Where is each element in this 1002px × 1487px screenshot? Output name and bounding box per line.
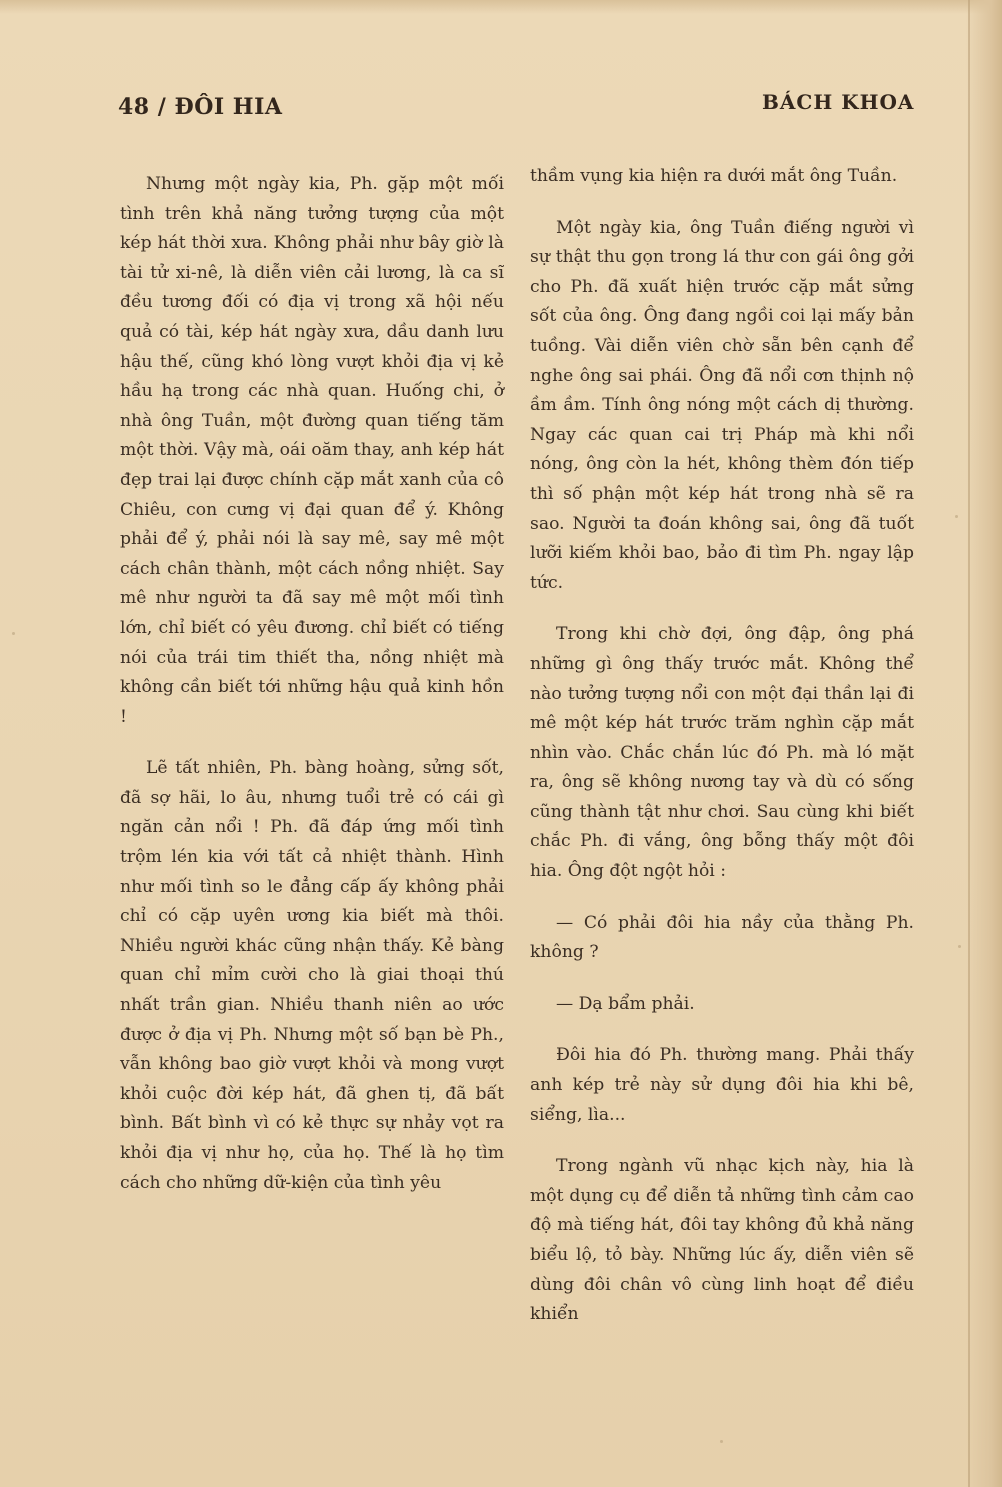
paper-speck: [720, 1440, 723, 1443]
right-column: [530, 162, 914, 1330]
binding-fold: [968, 0, 970, 1487]
paragraph: Lẽ tất nhiên, Ph. bàng hoàng, sửng sốt, đã sợ hãi, lo âu, nhưng tuổi trẻ có cái gì ngăn cản nổi ! Ph. đã đáp ứng mối tình trộm lén kia với tất cả nhiệt thành. Hình như mối tình so le đẳng cấp ấy không phải chỉ có cặp uyên ương kia biết mà thôi. Nhiều người khác cũng nhận thấy. Kẻ bàng quan chỉ mỉm cười cho là giai thoại thú nhất trần gian. Nhiều thanh niên ao ước được ở địa vị Ph. Nhưng một số bạn bè Ph., vẫn không bao giờ vượt khỏi và mong vượt khỏi cuộc đời kép hát, đã ghen tị, đã bất bình. Bất bình vì có kẻ thực sự nhảy vọt ra khỏi địa vị như họ, của họ. Thế là họ tìm cách cho những dữ-kiện của tình yêu: [120, 758, 504, 1193]
paragraph: Trong ngành vũ nhạc kịch này, hia là một dụng cụ để diễn tả những tình cảm cao độ mà tiếng hát, đôi tay không đủ khả năng biểu lộ, tỏ bày. Những lúc ấy, diễn viên sẽ dùng đôi chân vô cùng linh hoạt để điều khiển: [530, 1156, 914, 1325]
paragraph: Nhưng một ngày kia, Ph. gặp một mối tình trên khả năng tưởng tượng của một kép hát thời xưa. Không phải như bây giờ là tài tử xi-nê, là diễn viên cải lương, là ca sĩ đều tương đối có địa vị trong xã hội nếu quả có tài, kép hát ngày xưa, dầu danh lưu hậu thế, cũng khó lòng vượt khỏi địa vị kẻ hầu hạ trong các nhà quan. Huống chi, ở nhà ông Tuần, một đường quan tiếng tăm một thời. Vậy mà, oái oăm thay, anh kép hát đẹp trai lại được chính cặp mắt xanh của cô Chiêu, con cưng vị đại quan để ý. Không phải để ý, phải nói là say mê, say mê một cách chân thành, một cách nồng nhiệt. Say mê như người ta đã say mê một mối tình lớn, chỉ biết có yêu đương. chỉ biết có tiếng nói của trái tim thiết tha, nồng nhiệt mà không cần biết tới những hậu quả kinh hồn !: [120, 174, 504, 727]
left-column: [120, 170, 504, 1198]
page-top-edge: [0, 0, 1002, 14]
paragraph: Trong khi chờ đợi, ông đập, ông phá những gì ông thấy trước mắt. Không thể nào tưởng tượng nổi con một đại thần lại đi mê một kép hát trước trăm nghìn cặp mắt nhìn vào. Chắc chắn lúc đó Ph. mà ló mặt ra, ông sẽ không nương tay và dù có sống cũng thành tật như chơi. Sau cùng khi biết chắc Ph. đi vắng, ông bỗng thấy một đôi hia. Ông đột ngột hỏi :: [530, 624, 914, 882]
paragraph-continued: thầm vụng kia hiện ra dưới mắt ông Tuần.: [530, 166, 898, 186]
page-right-edge: [966, 0, 1002, 1487]
paragraph: Đôi hia đó Ph. thường mang. Phải thấy anh kép trẻ này sử dụng đôi hia khi bê, siểng, lìa...: [530, 1045, 914, 1125]
dialogue-line: — Có phải đôi hia nầy của thằng Ph. không ?: [530, 912, 914, 963]
paragraph: Một ngày kia, ông Tuần điếng người vì sự thật thu gọn trong lá thư con gái ông gởi cho Ph. đã xuất hiện trước cặp mắt sửng sốt của ông. Ông đang ngồi coi lại mấy bản tuồng. Vài diễn viên chờ sẵn bên cạnh để nghe ông sai phái. Ông đã nổi cơn thịnh nộ ầm ầm. Tính ông nóng một cách dị thường. Ngay các quan cai trị Pháp mà khi nổi nóng, ông còn la hét, không thèm đón tiếp thì số phận một kép hát trong nhà sẽ ra sao. Người ta đoán không sai, ông đã tuốt lưỡi kiếm khỏi bao, bảo đi tìm Ph. ngay lập tức.: [530, 217, 914, 593]
running-header-right: BÁCH KHOA: [762, 90, 915, 114]
paper-speck: [12, 632, 15, 635]
paper-speck: [955, 515, 958, 518]
running-header-left: 48 / ĐÔI HIA: [118, 94, 283, 120]
paper-speck: [958, 945, 961, 948]
dialogue-line: — Dạ bẩm phải.: [556, 993, 695, 1014]
